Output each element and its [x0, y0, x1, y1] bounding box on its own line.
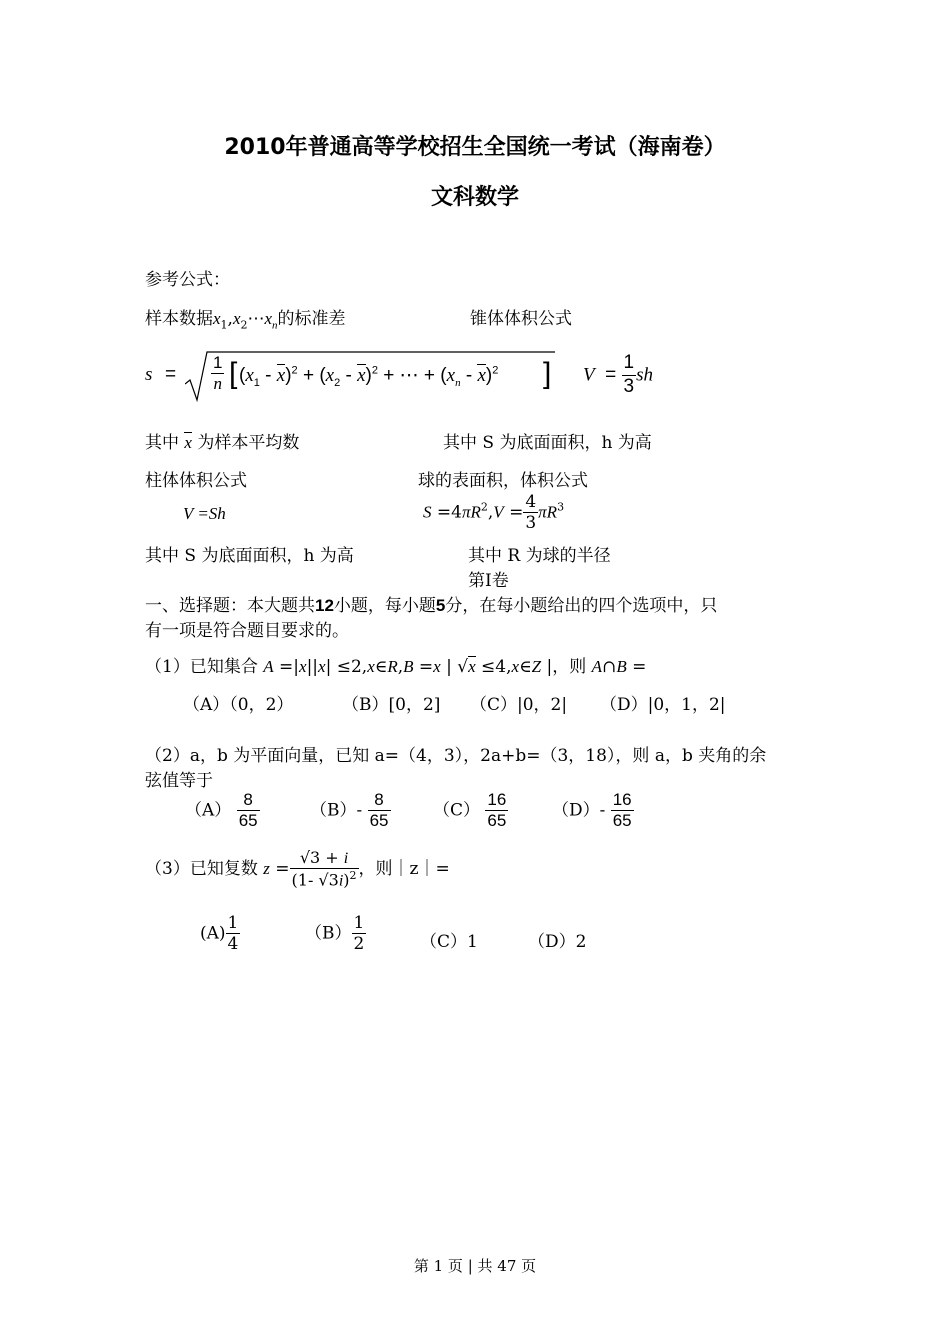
sd-label: 样本数据$x_1,x_2\cdots x_n$的标准差 — [145, 309, 346, 332]
volume-label: 第Ⅰ卷 — [468, 571, 509, 591]
question-2-option-b[interactable]: （B）- $\frac{8}{65}$ — [310, 790, 389, 831]
prism-formula: V =Sh — [183, 504, 226, 523]
question-1-stem: （1）已知集合 A =|x||x| ≤2,x∈R,B =x | √x ≤4,x∈Z |，则 A∩B = — [145, 657, 647, 677]
question-1-option-b[interactable]: （B）[0，2] — [342, 695, 441, 715]
cone-formula: V = $\frac{1}{3}$ sh — [583, 352, 654, 397]
question-1-option-c[interactable]: （C）|0，2| — [470, 695, 568, 715]
question-2-option-c[interactable]: （C） $\frac{16}{65}$ — [433, 790, 507, 831]
question-3-stem: （3）已知复数 z = $\frac{√3 + i}{(1- √3i)^2}$ ，则｜z｜= — [145, 848, 450, 890]
cone-label: 锥体体积公式 — [470, 309, 572, 329]
page-subtitle: 文科数学 — [430, 185, 519, 210]
instructions-line-2: 有一项是符合题目要求的。 — [145, 621, 349, 641]
sphere-formula: $S =4\pi R^2,V$ = $\frac{4}{3}$ $\pi R^3$ — [423, 492, 565, 534]
sphere-note: 其中 R 为球的半径 — [468, 546, 611, 566]
question-1-option-d[interactable]: （D）|0，1，2| — [600, 695, 726, 715]
question-3-option-a[interactable]: (A) $\frac{1}{4}$ — [200, 913, 239, 955]
question-1-option-a[interactable]: （A）（0，2） — [183, 695, 294, 715]
question-3-option-d[interactable]: （D）2 — [528, 932, 587, 952]
xbar-note: 其中 x 为样本平均数 — [145, 433, 300, 453]
prism-note: 其中 S 为底面面积，h 为高 — [145, 546, 354, 566]
question-2-stem-line-1: （2）a，b 为平面向量，已知 a=（4，3），2a+b=（3，18），则 a，b 夹角的余 — [145, 746, 767, 766]
question-2-option-a[interactable]: （A） $\frac{8}{65}$ — [185, 790, 258, 831]
formula-heading: 参考公式： — [145, 270, 230, 290]
sphere-label: 球的表面积，体积公式 — [418, 471, 588, 491]
instructions-line-1: 一、选择题：本大题共12小题，每小题5分，在每小题给出的四个选项中，只 — [145, 596, 718, 616]
page-footer: 第 1 页 | 共 47 页 — [413, 1257, 537, 1275]
question-3-option-c[interactable]: （C）1 — [420, 932, 478, 952]
prism-label: 柱体体积公式 — [145, 471, 247, 491]
question-2-option-d[interactable]: （D）- $\frac{16}{65}$ — [552, 790, 632, 831]
question-3-option-b[interactable]: （B） $\frac{1}{2}$ — [305, 913, 365, 955]
cone-note: 其中 S 为底面面积，h 为高 — [443, 433, 652, 453]
page-title: 2010年普通高等学校招生全国统一考试（海南卷） — [224, 135, 726, 160]
question-2-stem-line-2: 弦值等于 — [145, 771, 213, 791]
